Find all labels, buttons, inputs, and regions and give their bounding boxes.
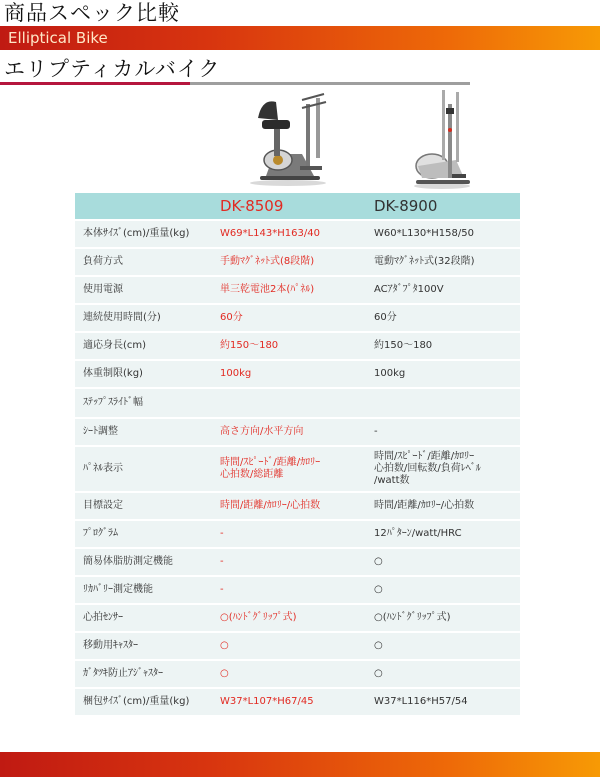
left-value: - bbox=[212, 577, 366, 603]
row-label: 連続使用時間(分) bbox=[75, 305, 212, 331]
table-row bbox=[75, 633, 520, 659]
right-value: ○ bbox=[366, 661, 520, 687]
heading-underline-accent bbox=[0, 82, 190, 85]
row-label: 負荷方式 bbox=[75, 249, 212, 275]
title-band bbox=[0, 26, 600, 50]
right-value: ACｱﾀﾞﾌﾟﾀ100V bbox=[366, 277, 520, 303]
right-value: 電動ﾏｸﾞﾈｯﾄ式(32段階) bbox=[366, 249, 520, 275]
left-value: 100kg bbox=[212, 361, 366, 387]
right-value: 100kg bbox=[366, 361, 520, 387]
left-value: 約150～180 bbox=[212, 333, 366, 359]
left-value: - bbox=[212, 521, 366, 547]
left-value: 手動ﾏｸﾞﾈｯﾄ式(8段階) bbox=[212, 249, 366, 275]
right-value: ○ bbox=[366, 549, 520, 575]
footer-band bbox=[0, 752, 600, 777]
header-blank-cell bbox=[75, 193, 212, 219]
spec-comparison-table bbox=[75, 191, 520, 717]
left-value: ○(ﾊﾝﾄﾞｸﾞﾘｯﾌﾟ式) bbox=[212, 605, 366, 631]
left-value: - bbox=[212, 549, 366, 575]
left-value: 60分 bbox=[212, 305, 366, 331]
left-value: 時間/距離/ｶﾛﾘｰ/心拍数 bbox=[212, 493, 366, 519]
left-value: W69*L143*H163/40 bbox=[212, 221, 366, 247]
row-label: ﾌﾟﾛｸﾞﾗﾑ bbox=[75, 521, 212, 547]
row-label: 体重制限(kg) bbox=[75, 361, 212, 387]
table-row bbox=[75, 389, 520, 417]
table-row bbox=[75, 605, 520, 631]
left-value bbox=[212, 389, 366, 417]
table-row bbox=[75, 361, 520, 387]
left-value: 単三乾電池2本(ﾊﾟﾈﾙ) bbox=[212, 277, 366, 303]
row-label: 移動用ｷｬｽﾀｰ bbox=[75, 633, 212, 659]
right-value: ○ bbox=[366, 577, 520, 603]
table-row bbox=[75, 305, 520, 331]
table-row bbox=[75, 549, 520, 575]
left-value: ○ bbox=[212, 661, 366, 687]
left-value: 時間/ｽﾋﾟｰﾄﾞ/距離/ｶﾛﾘｰ 心拍数/総距離 bbox=[212, 447, 366, 491]
model-name-right: DK-8900 bbox=[366, 193, 520, 219]
row-label: 適応身長(cm) bbox=[75, 333, 212, 359]
page-title: 商品スペック比較 bbox=[4, 1, 180, 25]
elliptical-bike-with-seat-image bbox=[244, 88, 336, 188]
row-label: ﾘｶﾊﾞﾘｰ測定機能 bbox=[75, 577, 212, 603]
right-value: 時間/ｽﾋﾟｰﾄﾞ/距離/ｶﾛﾘｰ 心拍数/回転数/負荷ﾚﾍﾞﾙ /watt数 bbox=[366, 447, 520, 491]
row-label: 梱包ｻｲｽﾞ(cm)/重量(kg) bbox=[75, 689, 212, 715]
table-row bbox=[75, 447, 520, 491]
right-value: 時間/距離/ｶﾛﾘｰ/心拍数 bbox=[366, 493, 520, 519]
table-row bbox=[75, 277, 520, 303]
band-english-title: Elliptical Bike bbox=[8, 29, 108, 47]
row-label: 使用電源 bbox=[75, 277, 212, 303]
row-label: ｽﾃｯﾌﾟｽﾗｲﾄﾞ幅 bbox=[75, 389, 212, 417]
table-row bbox=[75, 661, 520, 687]
right-value: W37*L116*H57/54 bbox=[366, 689, 520, 715]
left-value: ○ bbox=[212, 633, 366, 659]
right-value: 60分 bbox=[366, 305, 520, 331]
table-row bbox=[75, 493, 520, 519]
right-value: W60*L130*H158/50 bbox=[366, 221, 520, 247]
table-row bbox=[75, 221, 520, 247]
category-heading: エリプティカルバイク bbox=[4, 57, 221, 81]
right-value: 12ﾊﾟﾀｰﾝ/watt/HRC bbox=[366, 521, 520, 547]
right-value: 約150～180 bbox=[366, 333, 520, 359]
row-label: ｼｰﾄ調整 bbox=[75, 419, 212, 445]
table-row bbox=[75, 249, 520, 275]
row-label: 本体ｻｲｽﾞ(cm)/重量(kg) bbox=[75, 221, 212, 247]
left-value: 高さ方向/水平方向 bbox=[212, 419, 366, 445]
row-label: 目標設定 bbox=[75, 493, 212, 519]
elliptical-bike-standing-image bbox=[412, 86, 474, 190]
row-label: ｶﾞﾀﾂｷ防止ｱｼﾞｬｽﾀｰ bbox=[75, 661, 212, 687]
table-row bbox=[75, 419, 520, 445]
table-row bbox=[75, 333, 520, 359]
row-label: ﾊﾟﾈﾙ表示 bbox=[75, 447, 212, 491]
table-row bbox=[75, 577, 520, 603]
table-row bbox=[75, 521, 520, 547]
table-row bbox=[75, 689, 520, 715]
right-value: ○(ﾊﾝﾄﾞｸﾞﾘｯﾌﾟ式) bbox=[366, 605, 520, 631]
right-value bbox=[366, 389, 520, 417]
row-label: 簡易体脂肪測定機能 bbox=[75, 549, 212, 575]
row-label: 心拍ｾﾝｻｰ bbox=[75, 605, 212, 631]
left-value: W37*L107*H67/45 bbox=[212, 689, 366, 715]
right-value: ○ bbox=[366, 633, 520, 659]
model-name-left: DK-8509 bbox=[212, 193, 366, 219]
right-value: - bbox=[366, 419, 520, 445]
table-header-row bbox=[75, 193, 520, 219]
